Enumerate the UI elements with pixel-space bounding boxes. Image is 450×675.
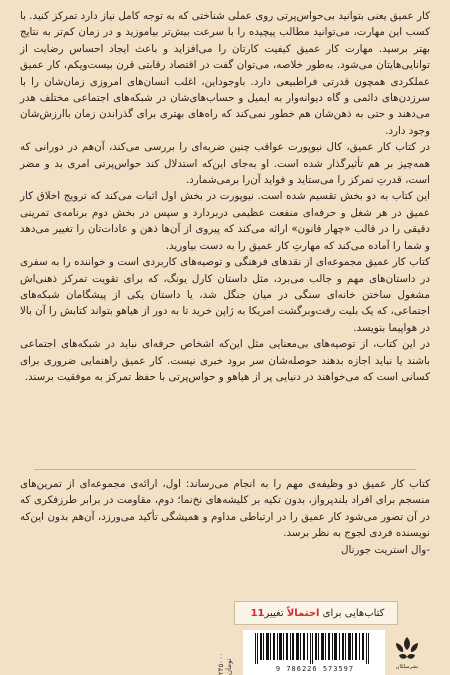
price-label: ۲۴۵۰۰۰ تومان xyxy=(217,652,233,675)
synopsis-text xyxy=(20,8,430,385)
series-prefix: کتاب‌هایی برای xyxy=(322,607,385,619)
series-suffix: تغییر xyxy=(264,607,284,619)
paragraph-author-view: در کتاب کار عمیق، کال نیوپورت عواقب چنین ضربه‌ای را بررسی می‌کند، آن‌هم در دورانی که همه‌چیز بر هم تأثیرگذار شده است. او به‌جای این‌که استدلال کند حواس‌پرتی امری بد و مضر است، قدرتِ تمرکز را می‌ستاید و فواید آن‌را برمی‌شمارد. xyxy=(20,141,430,187)
barcode xyxy=(243,630,385,675)
isbn-number: 9 786226 573597 xyxy=(275,665,355,673)
paragraph-intro: کار عمیق یعنی بتوانید بی‌حواس‌پرتی روی عملی شناختی که به توجه کامل نیاز دارد تمرکز کنید. با کسب این مهارت، می‌توانید مطالب پیچیده را با سرعت بیش‌تر بیاموزید و در زمان کم‌تر به نتایج بهتر برسید. مهارت کار عمیق کیفیت کارتان را می‌افزاید و باعث ایجاد احساس رضایت از توانایی‌هایتان می‌شود. به‌طور خلاصه، می‌توان گفت در اقتصاد رقابتی قرن بیست‌ویکم، کار عمیق عملکردی همچون قدرتی فراطبیعی دارد. باوجوداین، اغلب انسان‌های امروزی زمان‌شان را با سرزدن‌های دائمی و گاه دیوانه‌وار به ایمیل و حساب‌های‌شان در شبکه‌های اجتماعی مختلف هدر می‌دهند و حتی به ذهن‌شان هم خطور نمی‌کند که راه‌های بهتری برای گذراندن زمان باارزش‌شان وجود دارد. xyxy=(19,10,430,137)
quote-author: -وال استریت جورنال xyxy=(341,543,430,556)
quote-text: کتاب کار عمیق دو وظیفه‌ی مهم را به انجام می‌رساند: اول، ارائه‌ی مجموعه‌ای از تمرین‌های منسجم برای افراد بلندپرواز، بدون تکیه بر کلیشه‌های نخ‌نما؛ دوم، مقاومت در برابر طرز‌فکری که در آن تصور می‌شود کار عمیق را در ارتباطی مداوم و همیشگی تأکید می‌ورزد، آن‌هم بدون این‌که نویسنده فردی لجوج به نظر برسد. xyxy=(20,478,430,540)
section-divider xyxy=(34,469,416,470)
series-banner xyxy=(234,601,398,625)
paragraph-stories: کتاب کار عمیق مجموعه‌ای از نقدهای فرهنگی و توصیه‌های کاربردی است و خواننده را به سفری در داستان‌های مهم و جالب می‌برد، مثل داستان کارل یونگ، که برای تقویت تمرکز ذهنی‌اش مشغول ساختن خانه‌ای سنگی در میان جنگل شد، یا داستان یکی از پیشگامان شبکه‌های اجتماعی، که یک بلیت رفت‌وبرگشت امریکا به ژاپن خرید تا به دور از هیاهو بتواند کتابش را آن بالا در هواپیما بنویسد. xyxy=(20,256,430,334)
review-quote xyxy=(20,476,430,558)
barcode-bars xyxy=(255,633,373,664)
paragraph-conclusion: در این کتاب، از توصیه‌های بی‌معنایی مثل این‌که اشخاص حرفه‌ای نباید در شبکه‌های اجتماعی باشند یا نباید اجازه بدهند حوصله‌شان سر برود خبری نیست. کار عمیق راهنمایی ضروری برای کسانی است که می‌خواهند در دنیایی پر از هیاهو و حواس‌پرتی با حفظ تمرکز به موفقیت برسند. xyxy=(20,338,430,383)
paragraph-structure: این کتاب به دو بخش تقسیم شده است. نیوپورت در بخش اول اثبات می‌کند که ترویج اخلاق کار عمیق در هر شغل و حرفه‌ای منفعت عظیمی دربردارد و سپس در بخش دوم برنامه‌ی تمرینی دقیقی را در قالب «چهار قانون» ارائه می‌کند که پیروی از آن‌ها ذهن و عادات‌تان را تغییر می‌دهد و شما را آماده می‌کند که مهارتِ کار عمیق را به دست بیاورید. xyxy=(20,190,430,252)
publisher-name: نشرمیلکان xyxy=(395,664,419,670)
series-number: 11 xyxy=(250,607,265,619)
series-highlight: احتمالاً xyxy=(286,607,320,619)
